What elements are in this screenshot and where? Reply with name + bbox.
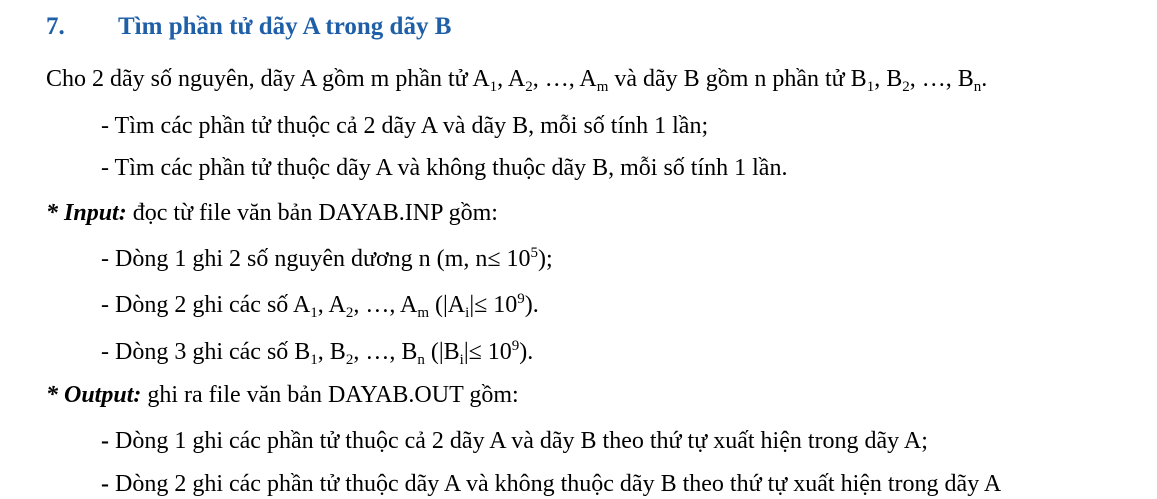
subscript: m (596, 79, 609, 95)
output-line-1 (101, 426, 928, 456)
input-line-1 (101, 244, 553, 274)
line-text: (|A (429, 292, 466, 318)
line-text: ); (538, 246, 553, 272)
superscript: 5 (530, 245, 539, 261)
subscript: 2 (525, 79, 533, 95)
line-text: - Dòng 3 ghi các số B (101, 339, 311, 365)
line-text: , …, A (353, 292, 418, 318)
line-text: , A (317, 292, 346, 318)
subscript: 1 (310, 352, 318, 368)
dash: - (101, 428, 109, 454)
subscript: 1 (489, 79, 498, 95)
line-text: Dòng 2 ghi các phần tử thuộc dãy A và không thuộc dãy B theo thứ tự xuất hiện trong dãy A (109, 471, 1002, 497)
intro-text: . (981, 66, 988, 92)
superscript: 9 (511, 338, 520, 354)
line-text: , B (317, 339, 346, 365)
input-line-2 (101, 290, 539, 320)
line-text: , …, B (353, 339, 418, 365)
task-item: - Tìm các phần tử thuộc dãy A và không thuộc dãy B, mỗi số tính 1 lần. (101, 155, 788, 181)
input-description: đọc từ file văn bản DAYAB.INP gồm: (126, 200, 498, 226)
subscript: n (417, 352, 425, 368)
line-text: ). (524, 292, 539, 318)
subscript: 1 (866, 79, 875, 95)
intro-text: , B (874, 66, 903, 92)
input-heading (46, 198, 498, 228)
output-description: ghi ra file văn bản DAYAB.OUT gồm: (141, 382, 519, 408)
subscript: i (459, 352, 464, 368)
subscript: n (973, 79, 982, 95)
line-text: - Dòng 1 ghi 2 số nguyên dương n (m, n≤ 10 (101, 246, 531, 272)
intro-text: , …, A (532, 66, 597, 92)
subscript: 2 (345, 352, 354, 368)
input-label: * Input: (46, 200, 127, 226)
subscript: m (417, 305, 429, 321)
superscript: 9 (517, 291, 525, 307)
intro-text: và dãy B gồm n phần tử B (608, 66, 867, 92)
subscript: 2 (902, 79, 910, 95)
subscript: 2 (345, 305, 354, 321)
output-heading (46, 380, 519, 410)
line-text: Dòng 1 ghi các phần tử thuộc cả 2 dãy A và dãy B theo thứ tự xuất hiện trong dãy A; (109, 428, 928, 454)
intro-text: Cho 2 dãy số nguyên, dãy A gồm m phần tử A (46, 66, 490, 92)
dash: - (101, 471, 109, 497)
subscript: i (465, 305, 470, 321)
task-item: - Tìm các phần tử thuộc cả 2 dãy A và dãy B, mỗi số tính 1 lần; (101, 113, 709, 139)
section-title: Tìm phần tử dãy A trong dãy B (118, 13, 452, 40)
intro-text: , …, B (909, 66, 974, 92)
line-text: |≤ 10 (469, 292, 518, 318)
line-text: ). (519, 339, 534, 365)
line-text: - Dòng 2 ghi các số A (101, 292, 311, 318)
subscript: 1 (310, 305, 318, 321)
output-line-2 (101, 469, 1001, 499)
section-number: 7. (46, 13, 65, 40)
input-line-3 (101, 337, 533, 367)
intro-text: , A (497, 66, 526, 92)
line-text: (|B (424, 339, 460, 365)
intro-paragraph (46, 64, 987, 94)
line-text: |≤ 10 (463, 339, 512, 365)
output-label: * Output: (46, 382, 142, 408)
